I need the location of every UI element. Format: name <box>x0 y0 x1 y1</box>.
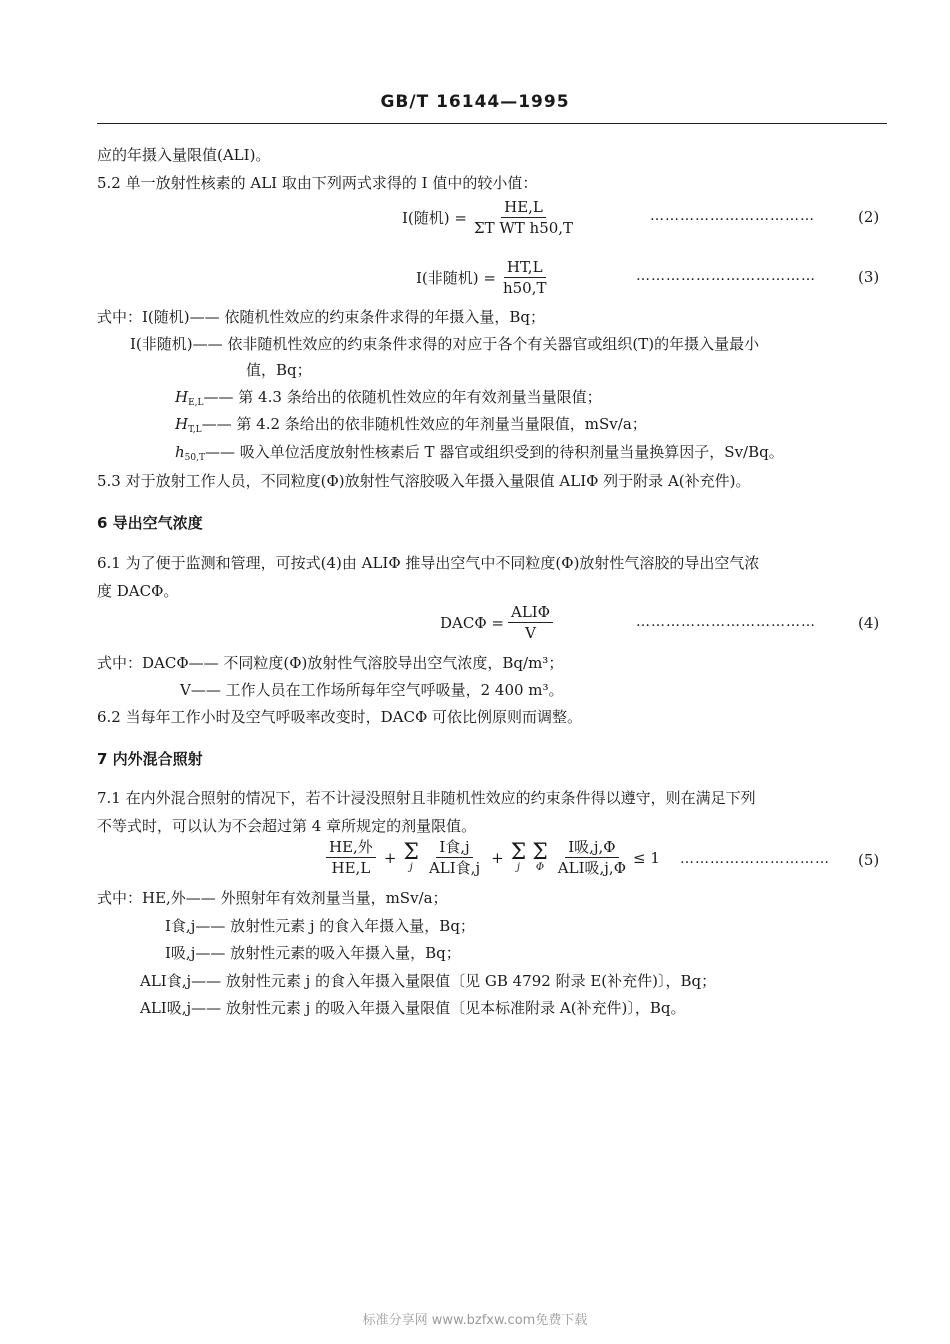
eq5-term2 <box>426 838 483 877</box>
definition-DAC: 式中：DACΦ—— 不同粒度(Φ)放射性气溶胶导出空气浓度，Bq/m³； <box>97 654 564 672</box>
eq3-number: (3) <box>858 268 880 286</box>
eq5-term3-den: ALI吸,j,Φ <box>557 859 627 877</box>
equation-3 <box>416 258 554 297</box>
eq5-term1-num: HE,外 <box>326 838 376 858</box>
eq2-numerator: HE,L <box>501 198 546 218</box>
h50-symbol: h <box>175 443 185 461</box>
definition-ALI-inhale: ALI吸,j—— 放射性元素 j 的吸入年摄入量限值〔见本标准附录 A(补充件)〕，Bq。 <box>140 999 686 1017</box>
section-7-heading: 7 内外混合照射 <box>97 750 203 768</box>
eq5-term2-den: ALI食,j <box>428 859 481 877</box>
eq5-term1 <box>326 838 376 877</box>
HTL-subscript: T,L <box>188 425 202 435</box>
equation-5: $\frac{\text{HE,外}}{HE,L}$ + Σ j $\frac{\text{I食,j}}{\text{ALI食,j}}$ + Σ j Σ Φ $\frac{\text{I吸,j,Φ}}{\text{ALI吸,j,Φ}}$ ≤ 1 <box>322 838 660 877</box>
eq5-term3 <box>555 838 629 877</box>
eq5-sum-j: Σ j <box>403 839 419 873</box>
definition-V: V—— 工作人员在工作场所每年空气呼吸量，2 400 m³。 <box>180 681 564 699</box>
equation-2 <box>402 198 580 237</box>
h50-subscript: 50,T <box>184 453 205 463</box>
eq4-fraction <box>508 603 553 642</box>
eq2-number: (2) <box>858 208 880 226</box>
clause-7-1-line2: 不等式时，可以认为不会超过第 4 章所规定的剂量限值。 <box>97 817 477 835</box>
definition-I-nonrandom-cont: 值，Bq； <box>246 361 312 379</box>
eq5-term1-den: HE,L <box>331 859 371 877</box>
eq5-term3-num: I吸,j,Φ <box>565 838 618 858</box>
definition-HE-ext: 式中：HE,外—— 外照射年有效剂量当量，mSv/a； <box>97 889 448 907</box>
clause-5-3: 5.3 对于放射工作人员，不同粒度(Φ)放射性气溶胶吸入年摄入量限值 ALIΦ 列于附录 A(补充件)。 <box>97 472 751 490</box>
continued-text: 应的年摄入量限值(ALI)。 <box>97 146 271 164</box>
eq4-numerator: ALIΦ <box>508 603 553 623</box>
section-6-heading: 6 导出空气浓度 <box>97 514 203 532</box>
clause-5-2: 5.2 单一放射性核素的 ALI 取由下列两式求得的 I 值中的较小值： <box>97 174 538 192</box>
eq3-leader-dots: ……………………………… <box>636 268 816 284</box>
eq4-denominator: V <box>525 624 536 642</box>
clause-6-1-line2: 度 DACΦ。 <box>97 582 179 600</box>
clause-7-1-line1: 7.1 在内外混合照射的情况下，若不计浸没照射且非随机性效应的约束条件得以遵守，则在满足下列 <box>97 789 756 807</box>
equation-4 <box>440 603 557 642</box>
eq3-fraction <box>500 258 550 297</box>
h50-text: —— 吸入单位活度放射性核素后 T 器官或组织受到的待积剂量当量换算因子，Sv/Bq。 <box>205 443 784 461</box>
eq5-term2-num: I食,j <box>436 838 472 858</box>
watermark-footer: 标准分享网 www.bzfxw.com免费下载 <box>362 1313 588 1328</box>
definition-ALI-ingest: ALI食,j—— 放射性元素 j 的食入年摄入量限值〔见 GB 4792 附录 E(补充件)〕，Bq； <box>140 972 717 990</box>
definition-I-random: 式中：I(随机)—— 依随机性效应的约束条件求得的年摄入量，Bq； <box>97 308 546 326</box>
eq2-leader-dots: …………………………… <box>650 208 815 224</box>
eq4-number: (4) <box>858 614 880 632</box>
HEL-symbol: H <box>175 388 189 406</box>
definition-I-nonrandom: I(非随机)—— 依非随机性效应的约束条件求得的对应于各个有关器官或组织(T)的年摄入量最小 <box>130 335 760 353</box>
definition-HEL <box>175 386 602 408</box>
eq5-rhs: ≤ 1 <box>633 848 660 867</box>
eq4-leader-dots: ……………………………… <box>636 614 816 630</box>
standard-number-header: GB/T 16144—1995 <box>380 92 570 112</box>
header-rule <box>97 123 887 124</box>
eq3-denominator: h50,T <box>502 279 547 297</box>
eq2-fraction <box>471 198 576 237</box>
eq3-lhs: I(非随机) = <box>416 269 496 287</box>
definition-h50T <box>175 441 784 463</box>
HTL-symbol: H <box>175 415 189 433</box>
clause-6-1-line1: 6.1 为了便于监测和管理，可按式(4)由 ALIΦ 推导出空气中不同粒度(Φ)放射性气溶胶的导出空气浓 <box>97 554 760 572</box>
eq5-sum-j2: Σ j <box>510 839 527 873</box>
HTL-text: —— 第 4.2 条给出的依非随机性效应的年剂量当量限值，mSv/a； <box>201 415 647 433</box>
HEL-text: —— 第 4.3 条给出的依随机性效应的年有效剂量当量限值； <box>203 388 602 406</box>
HEL-subscript: E,L <box>188 398 204 408</box>
definition-I-ingest: I食,j—— 放射性元素 j 的食入年摄入量，Bq； <box>165 917 475 935</box>
clause-6-2: 6.2 当每年工作小时及空气呼吸率改变时，DACΦ 可依比例原则而调整。 <box>97 708 583 726</box>
eq4-lhs: DACΦ = <box>440 613 504 632</box>
eq2-lhs: I(随机) = <box>402 209 467 227</box>
eq5-number: (5) <box>858 851 880 869</box>
eq2-denominator: ΣT WT h50,T <box>473 219 574 237</box>
eq5-sum-phi: Σ Φ <box>532 839 548 873</box>
eq3-numerator: HT,L <box>504 258 546 278</box>
definition-HTL <box>175 413 647 435</box>
definition-I-inhale: I吸,j—— 放射性元素的吸入年摄入量，Bq； <box>165 944 461 962</box>
eq5-leader-dots: ………………………… <box>680 851 830 867</box>
